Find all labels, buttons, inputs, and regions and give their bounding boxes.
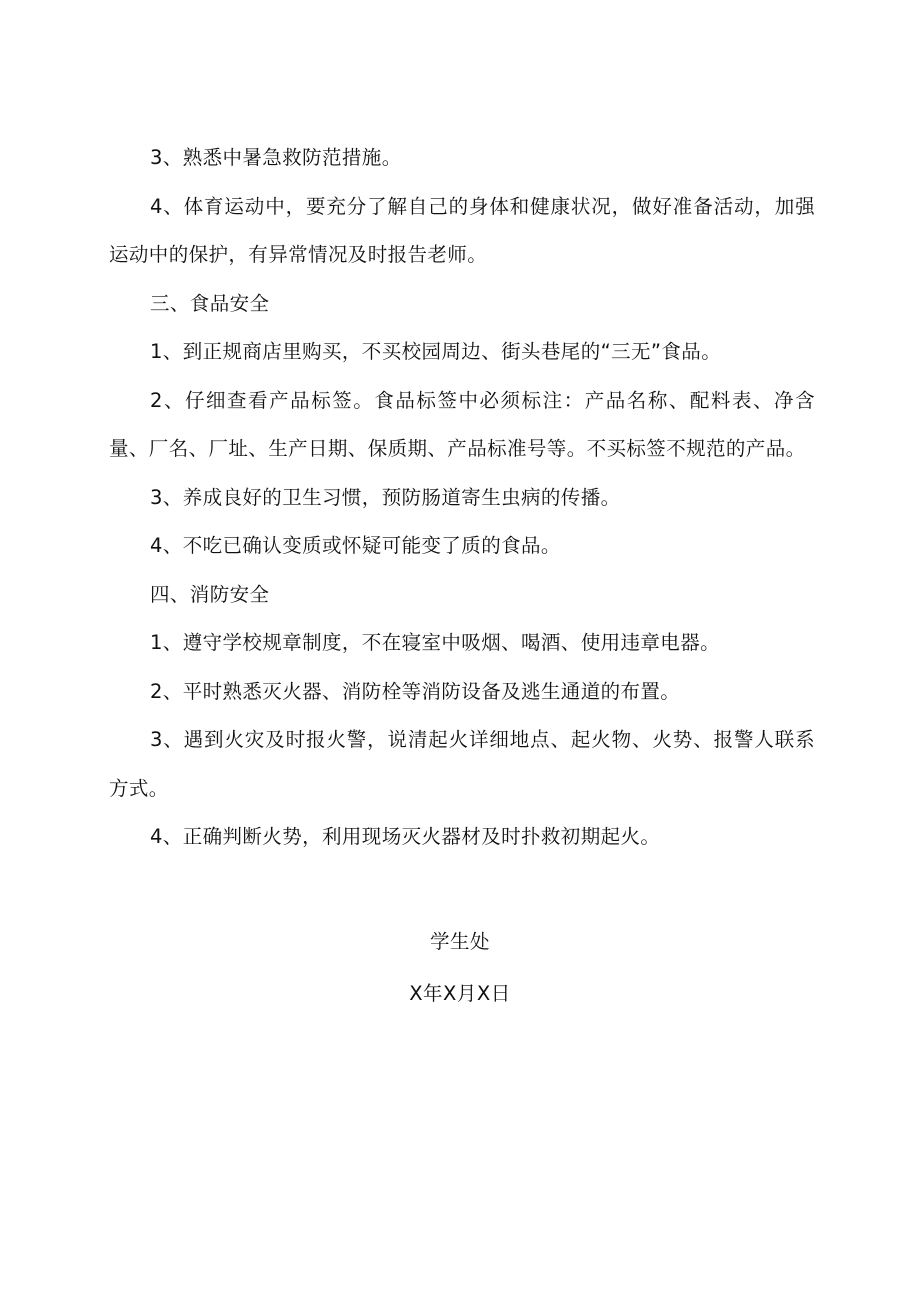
paragraph-fire-equipment: 2、平时熟悉灭火器、消防栓等消防设备及逃生通道的布置。 xyxy=(150,679,681,703)
paragraph-food-labels: 2、仔细查看产品标签。食品标签中必须标注：产品名称、配料表、净含量、厂名、厂址、生产日期、保质期、产品标准号等。不买标签不规范的产品。 xyxy=(109,388,815,460)
signature-department: 学生处 xyxy=(429,930,490,953)
section-heading-food-safety: 三、食品安全 xyxy=(150,291,270,315)
paragraph-spoiled-food: 4、不吃已确认变质或怀疑可能变了质的食品。 xyxy=(150,534,561,557)
paragraph-food-purchase: 1、到正规商店里购买，不买校园周边、街头巷尾的“三无”食品。 xyxy=(150,340,722,363)
document-body xyxy=(109,134,815,862)
signature-date: X年X月X日 xyxy=(409,982,511,1005)
paragraph-fire-fighting: 4、正确判断火势，利用现场灭火器材及时扑救初期起火。 xyxy=(150,825,661,848)
paragraph-sports-safety: 4、体育运动中，要充分了解自己的身体和健康状况，做好准备活动，加强运动中的保护，有异常情况及时报告老师。 xyxy=(109,194,815,266)
paragraph-school-rules: 1、遵守学校规章制度，不在寝室中吸烟、喝酒、使用违章电器。 xyxy=(150,631,721,654)
paragraph-heatstroke-prevention: 3、熟悉中暑急救防范措施。 xyxy=(150,146,402,169)
paragraph-hygiene: 3、养成良好的卫生习惯，预防肠道寄生虫病的传播。 xyxy=(150,485,621,509)
paragraph-fire-alarm: 3、遇到火灾及时报火警，说清起火详细地点、起火物、火势、报警人联系方式。 xyxy=(109,728,815,800)
section-heading-fire-safety: 四、消防安全 xyxy=(150,582,270,606)
